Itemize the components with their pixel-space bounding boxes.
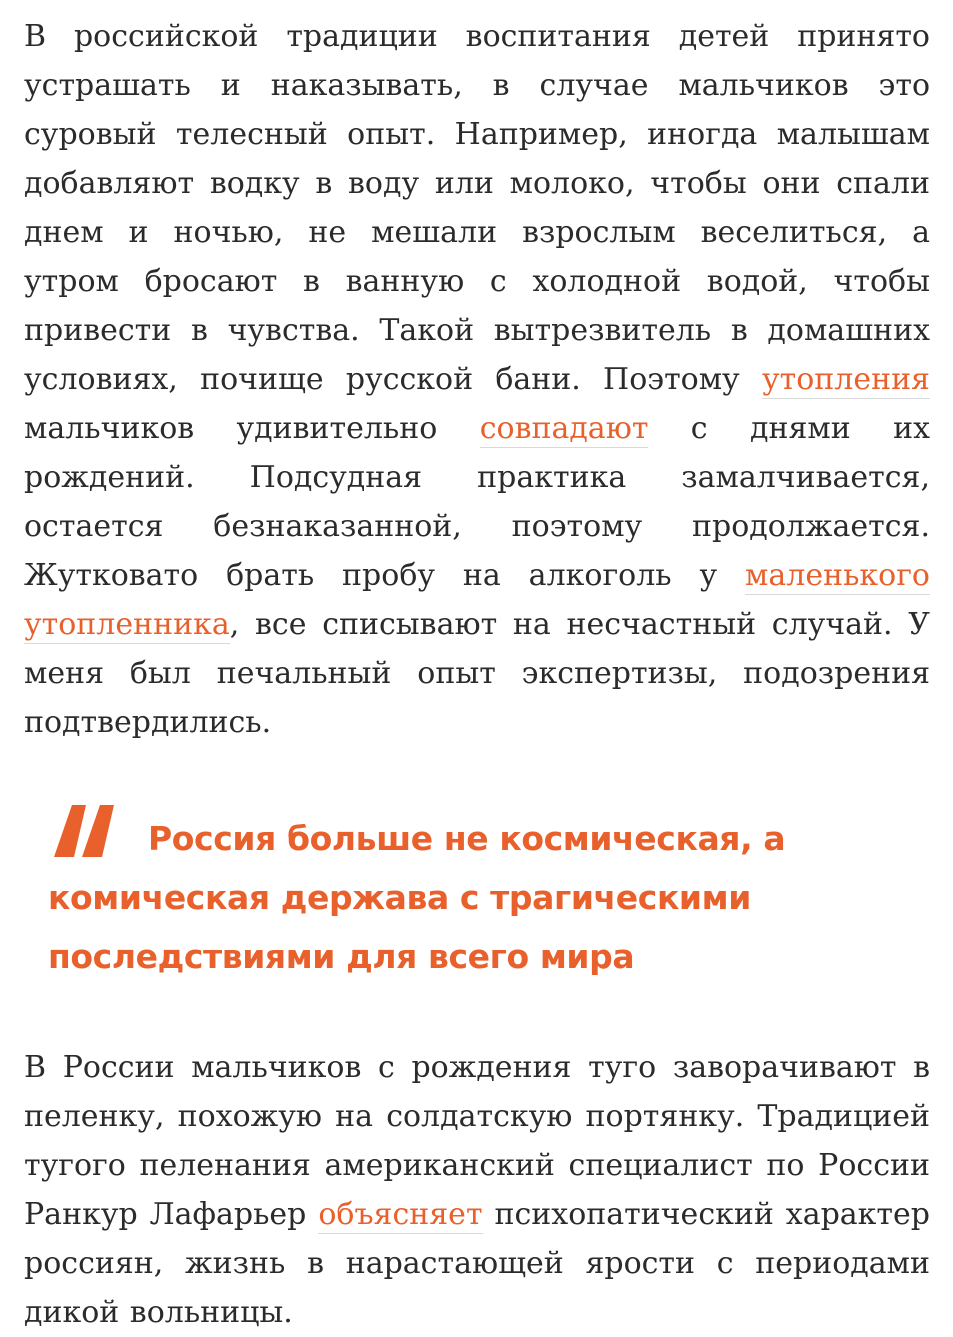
paragraph-2-text-2: психопатический характер россиян, жизнь в нарастающей ярости с периодами дикой вольницы. — [24, 1197, 930, 1330]
link-drownings[interactable]: утопления — [761, 362, 930, 397]
link-explains[interactable]: объясняет — [318, 1197, 483, 1232]
link-little-drowned[interactable]: маленького утопленника — [24, 558, 930, 642]
paragraph-1-text-3: с днями их рождений. Подсудная практика замалчивается, остается безнаказанной, поэтому продолжается. Жутковато брать пробу на алкоголь у — [24, 411, 930, 593]
paragraph-1-text-1: В российской традиции воспитания детей принято устрашать и наказывать, в случае мальчиков это суровый телесный опыт. Например, иногда малышам добавляют водку в воду или молоко, чтобы они спали днем и ночью, не мешали взрослым веселиться, а утром бросают в ванную с холодной водой, чтобы привести в чувства. Такой вытрезвитель в домашних условиях, почище русской бани. Поэтому — [24, 19, 930, 397]
pull-quote-text: Россия больше не космическая, а комическая держава с трагическими последствиями для всего мира — [48, 819, 786, 976]
paragraph-1 — [24, 12, 930, 747]
paragraph-1-text-2: мальчиков удивительно — [24, 411, 480, 446]
paragraph-1-text-4: , все списывают на несчастный случай. У меня был печальный опыт экспертизы, подозрения подтвердились. — [24, 607, 930, 740]
paragraph-2-text-1: В России мальчиков с рождения туго заворачивают в пеленку, похожую на солдатскую портянку. Традицией тугого пеленания американский специалист по России Ранкур Лафарьер — [24, 1050, 930, 1232]
article-body — [24, 12, 930, 1337]
paragraph-2 — [24, 1043, 930, 1337]
link-coincide[interactable]: совпадают — [479, 411, 649, 446]
pull-quote — [24, 803, 930, 1013]
